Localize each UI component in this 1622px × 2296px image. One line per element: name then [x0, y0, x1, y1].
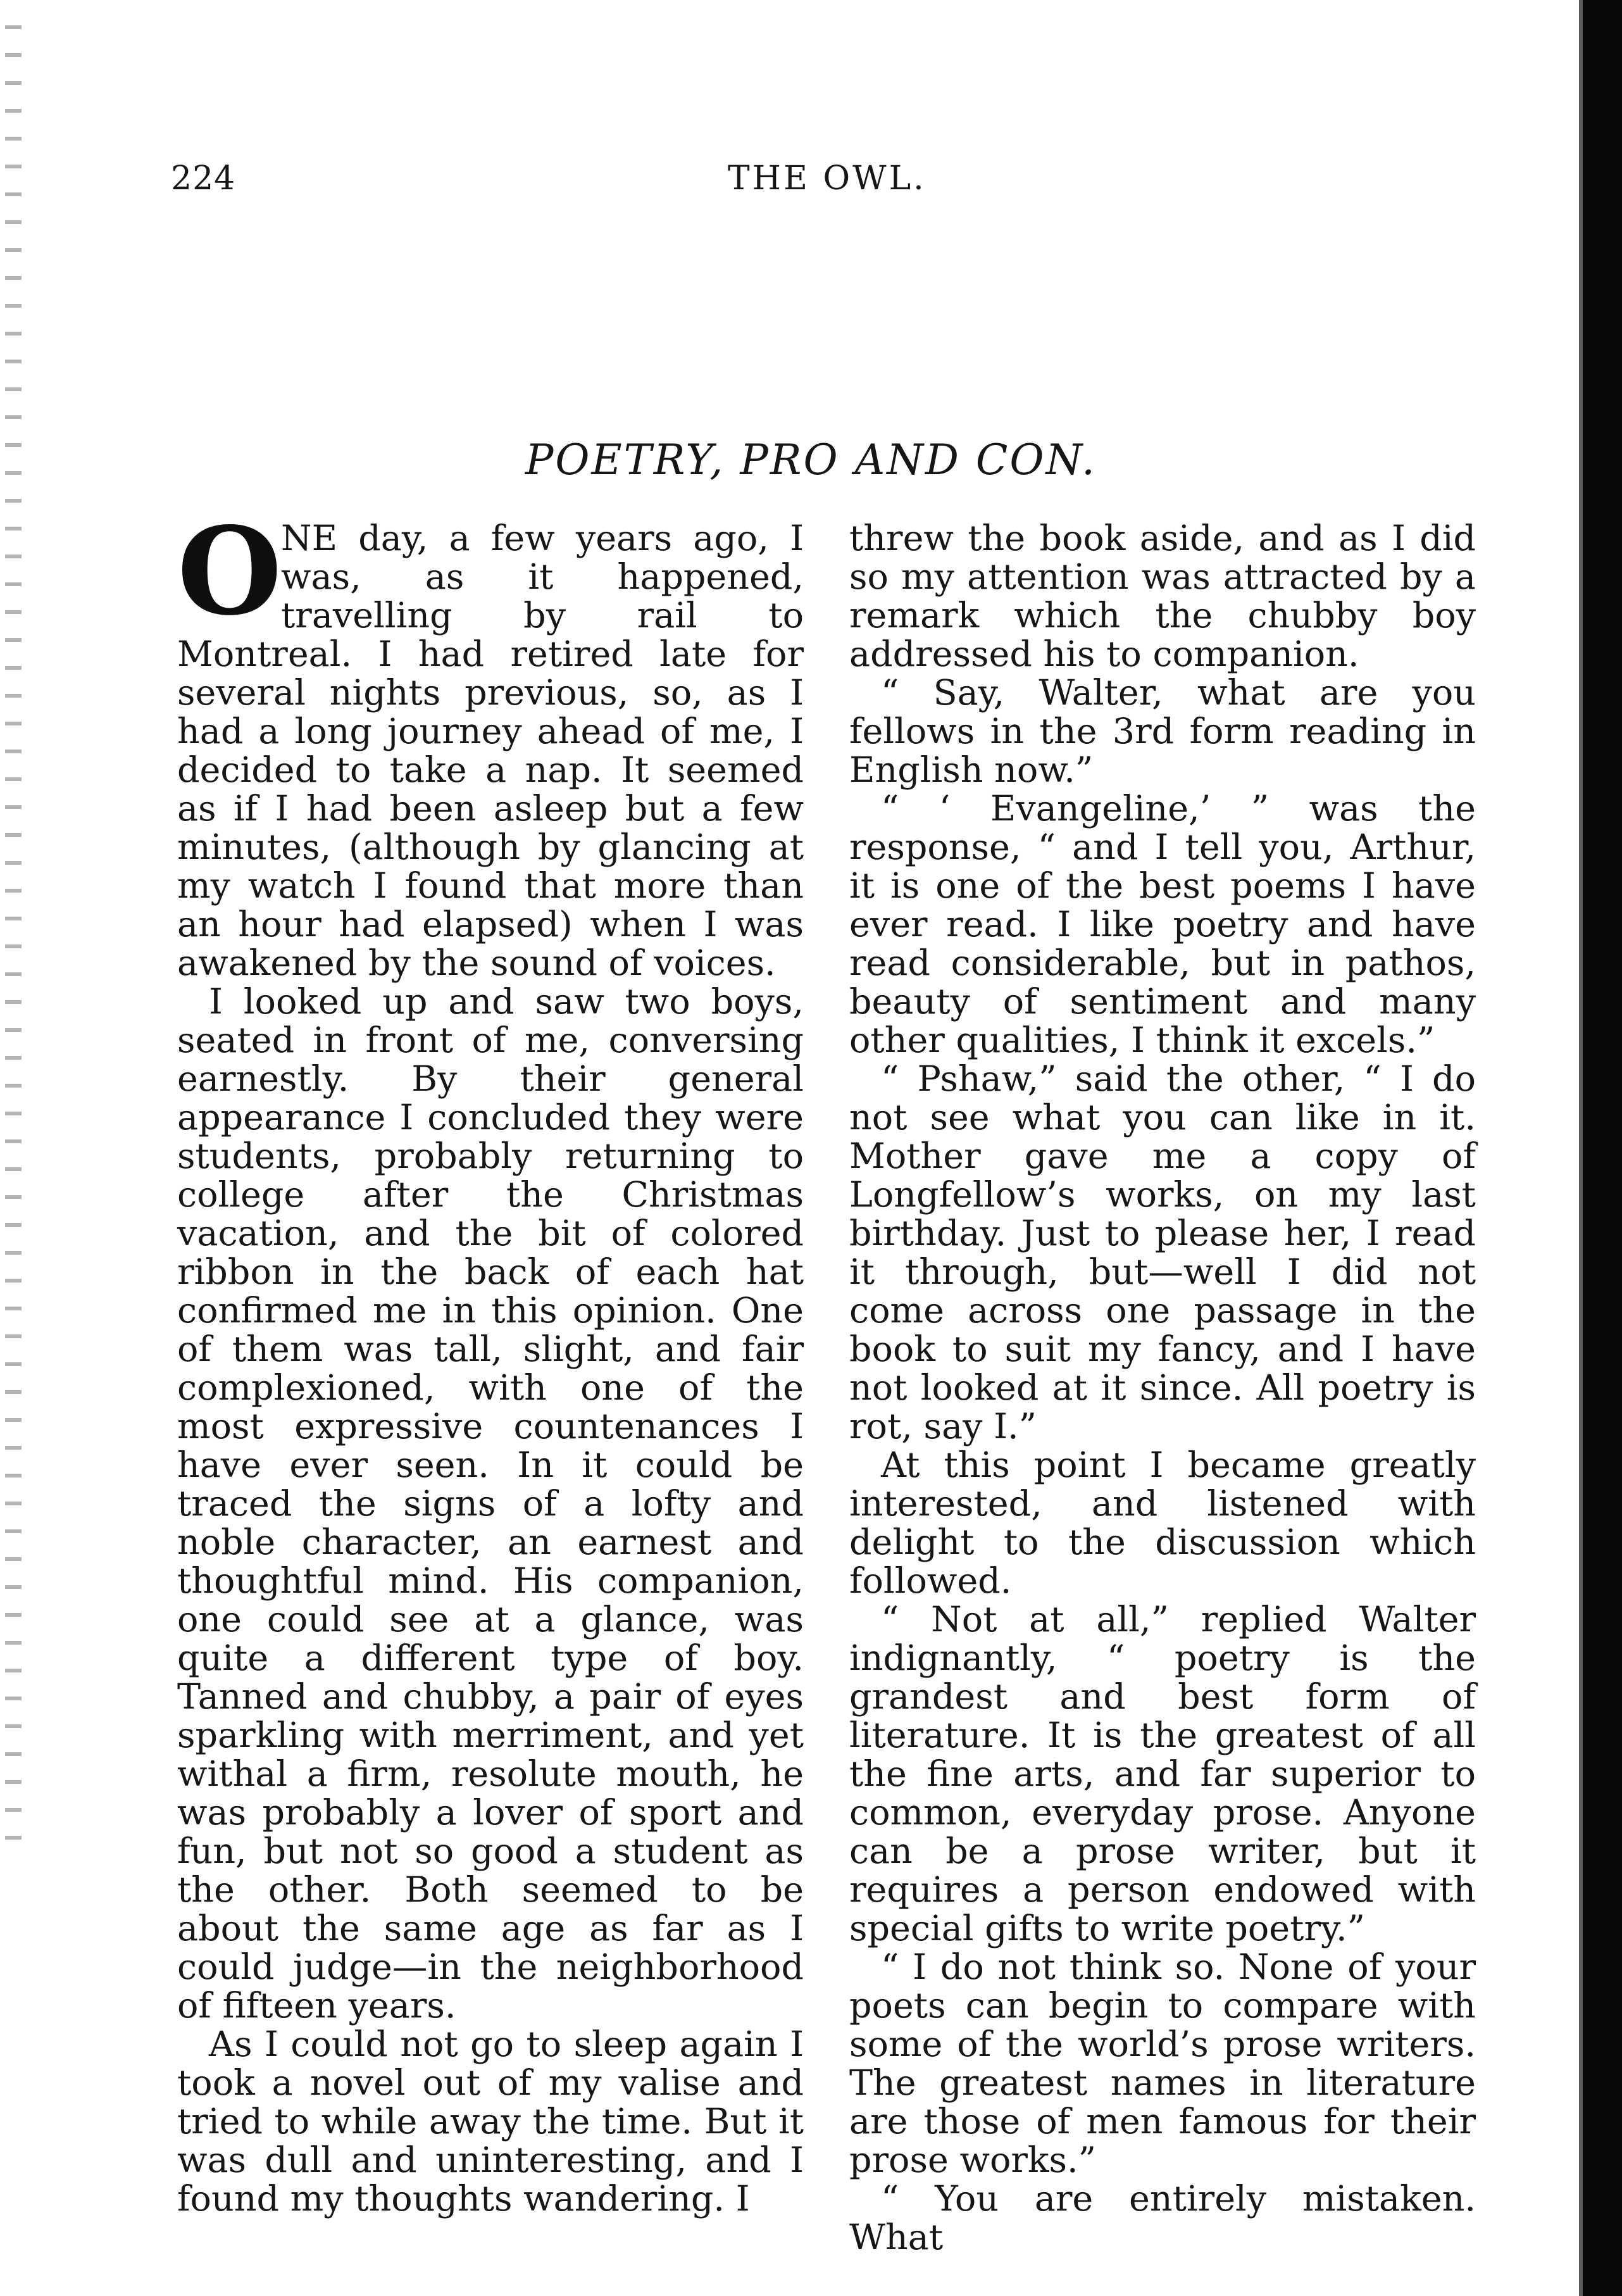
scan-gutter-marks — [5, 25, 22, 1861]
paragraph: “ I do not think so. None of your poets can begin to compare with some of the world’s prose writers. The greatest names in literature are those of men famous for their prose works.” — [849, 1947, 1476, 2181]
paragraph: “ You are entirely mistaken. What — [849, 2178, 1476, 2258]
running-head: THE OWL. — [728, 160, 926, 198]
right-column — [849, 519, 1476, 2257]
paragraph: “ Pshaw,” said the other, “ I do not see what you can like in it. Mother gave me a copy of Longfellow’s works, on my last birthday. Just to please her, I read it through, but—well I did not come across one passage in the book to suit my fancy, and I have not looked at it since. All poetry is rot, say I.” — [849, 1058, 1476, 1447]
paragraph: “ ‘ Evangeline,’ ” was the response, “ and I tell you, Arthur, it is one of the best poems I have ever read. I like poetry and have read considerable, but in pathos, beauty of sentiment and many other qualities, I think it excels.” — [849, 788, 1476, 1061]
paragraph: NE day, a few years ago, I was, as it happened, travelling by rail to Montreal. I had retired late for several nights previous, so, as I had a long journey ahead of me, I decided to take a nap. It seemed as if I had been asleep but a few minutes, (although by glancing at my watch I found that more than an hour had elapsed) when I was awakened by the sound of voices. — [177, 518, 804, 984]
page-number: 224 — [171, 160, 236, 198]
left-column — [177, 501, 804, 2219]
paragraph: As I could not go to sleep again I took a novel out of my valise and tried to while away the time. But it was dull and uninteresting, and I found my thoughts wandering. I — [177, 2024, 804, 2219]
drop-cap: O — [177, 501, 282, 642]
paragraph: “ Not at all,” replied Walter indignantly, “ poetry is the grandest and best form of literature. It is the greatest of all the fine arts, and far superior to common, everyday prose. Anyone can be a prose writer, but it requires a person endowed with special gifts to write poetry.” — [849, 1599, 1476, 1949]
article-title: POETRY, PRO AND CON. — [525, 436, 1097, 484]
paragraph: At this point I became greatly interested, and listened with delight to the discussion which followed. — [849, 1445, 1476, 1602]
binding-edge — [1583, 0, 1622, 2296]
paragraph: “ Say, Walter, what are you fellows in the 3rd form reading in English now.” — [849, 672, 1476, 791]
paragraph: I looked up and saw two boys, seated in front of me, conversing earnestly. By their general appearance I concluded they were students, probably returning to college after the Christmas vacation, and the bit of colored ribbon in the back of each hat confirmed me in this opinion. One of them was tall, slight, and fair complexioned, with one of the most expressive countenances I have ever seen. In it could be traced the signs of a lofty and noble character, an earnest and thoughtful mind. His companion, one could see at a glance, was quite a different type of boy. Tanned and chubby, a pair of eyes sparkling with merriment, and yet withal a firm, resolute mouth, he was probably a lover of sport and fun, but not so good a student as the other. Both seemed to be about the same age as far as I could judge—in the neighborhood of fifteen years. — [177, 981, 804, 2026]
paragraph: threw the book aside, and as I did so my attention was attracted by a remark which the chubby boy addressed his to companion. — [849, 518, 1476, 675]
page-header — [171, 160, 1456, 210]
